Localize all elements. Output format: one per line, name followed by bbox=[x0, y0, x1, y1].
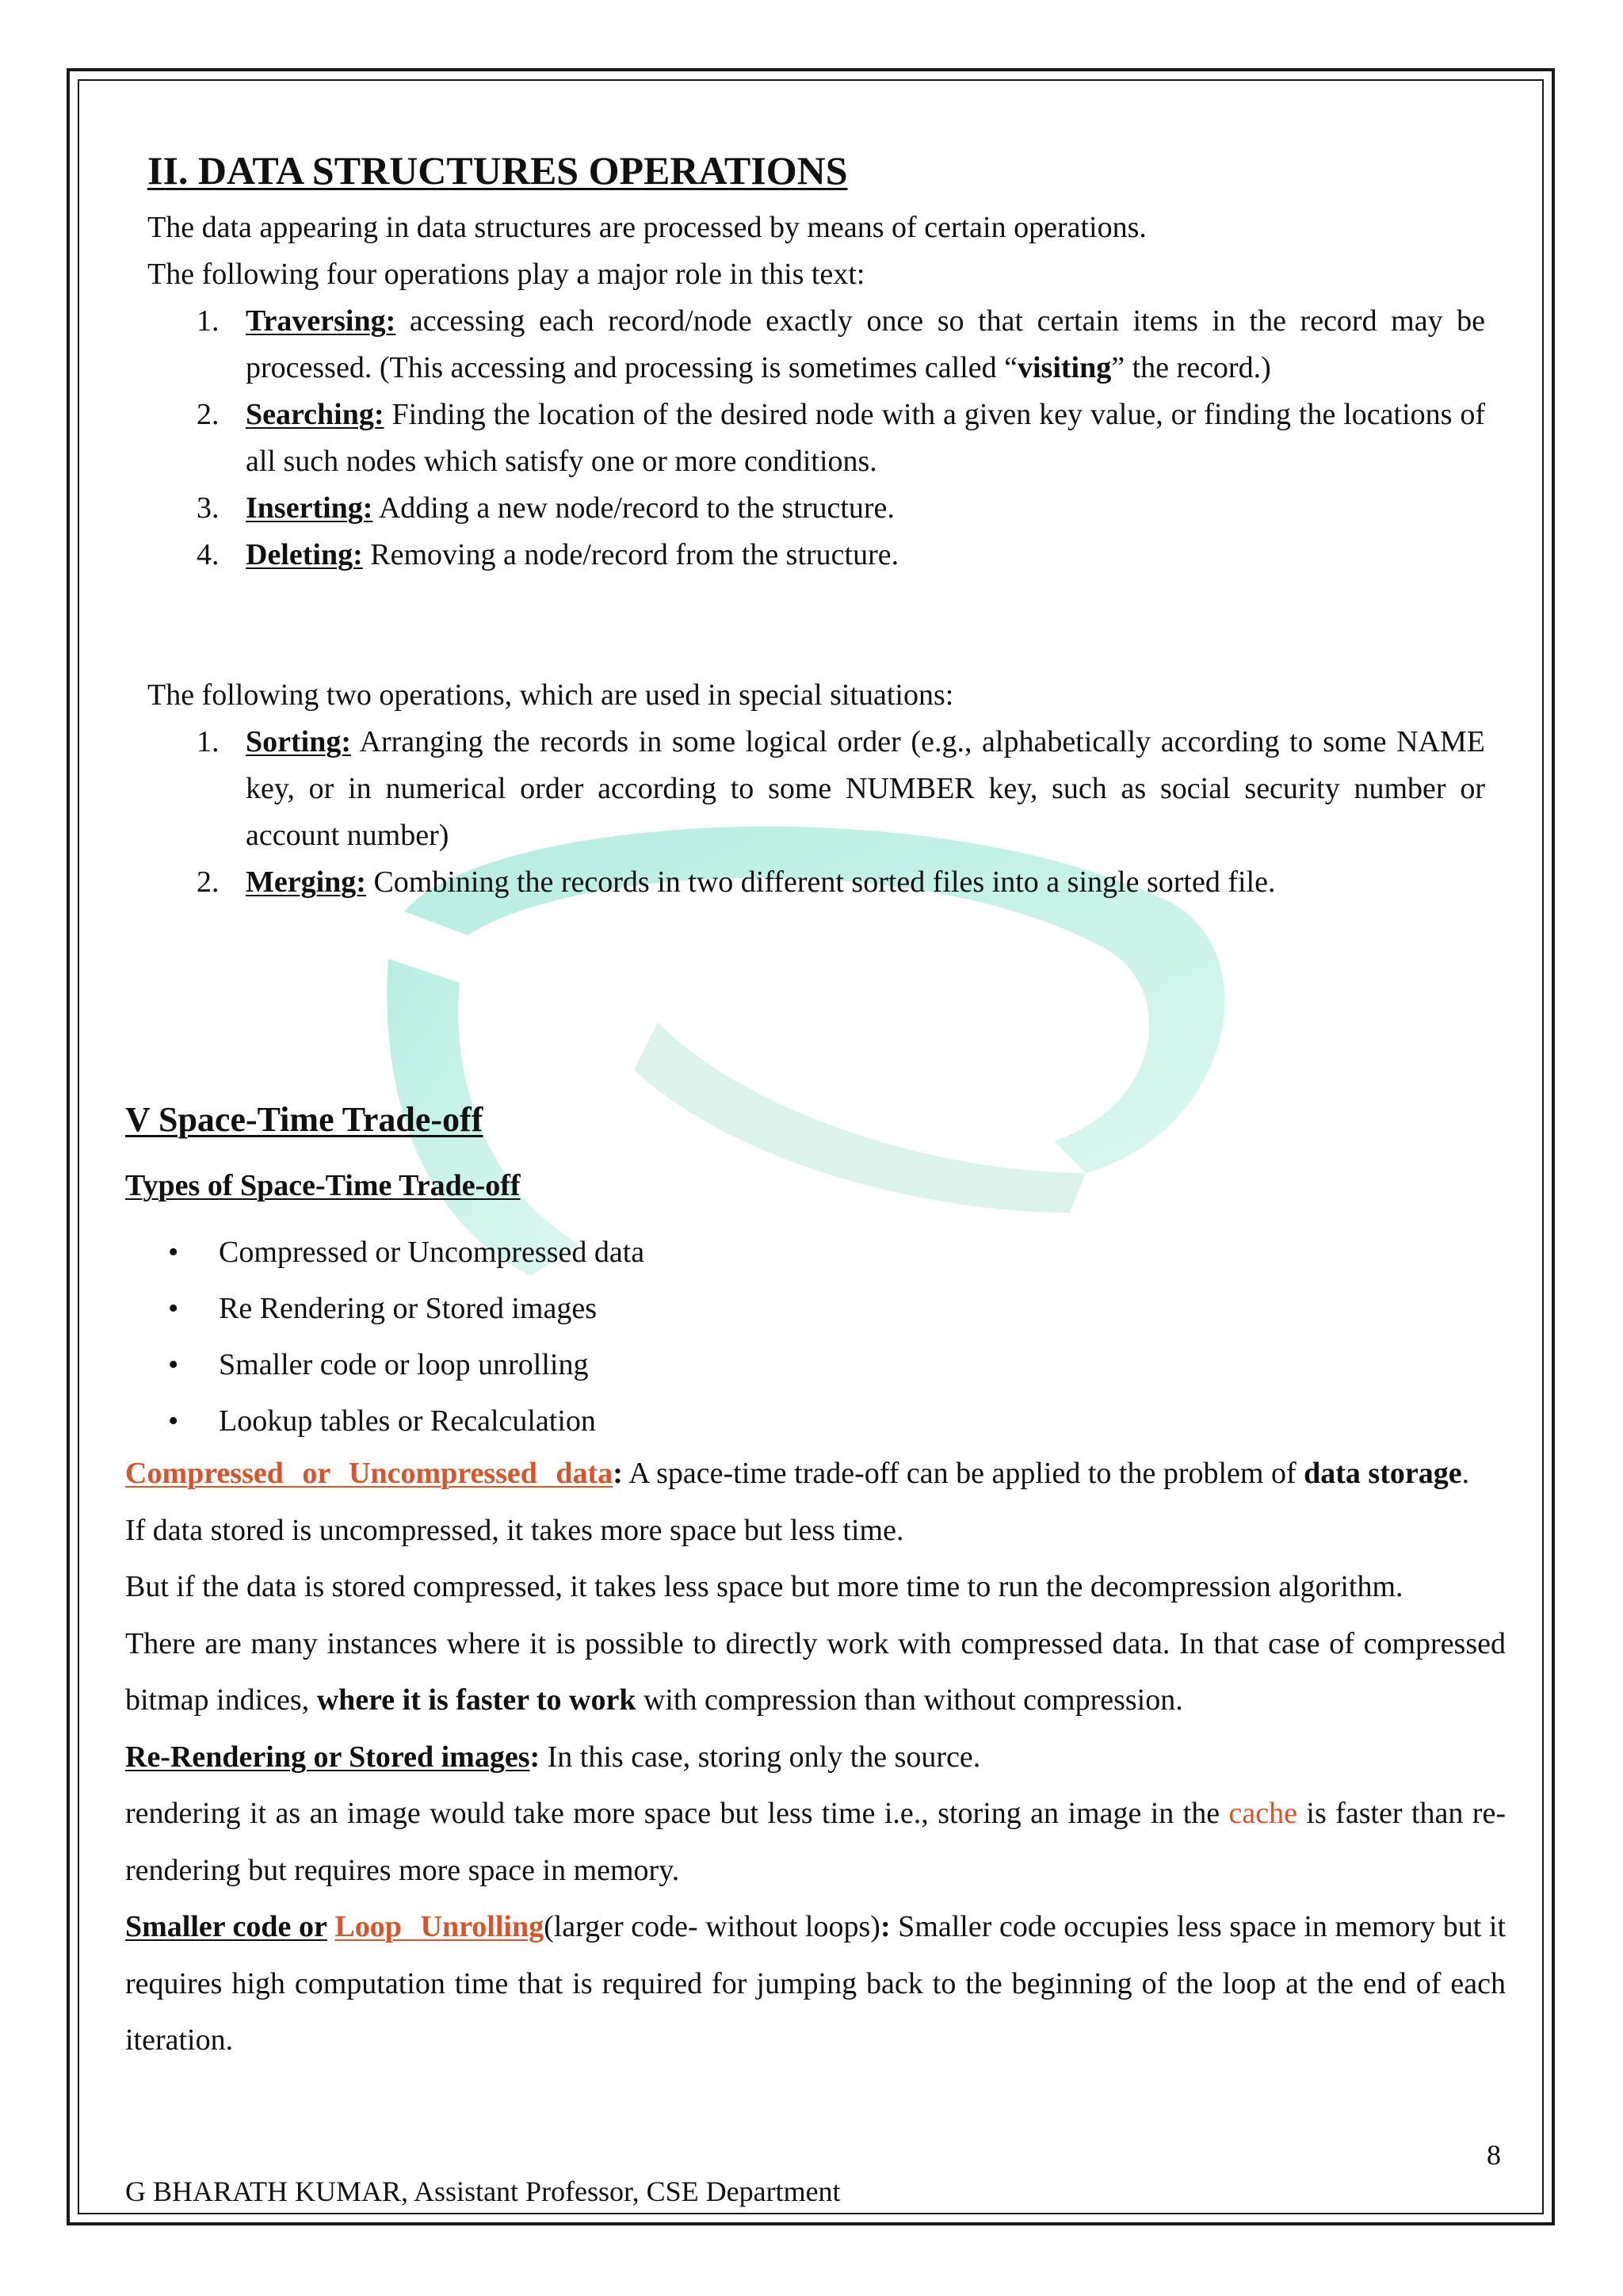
intro-line-2: The following four operations play a major role in this text: bbox=[147, 258, 865, 291]
types-list bbox=[125, 1224, 644, 1450]
list-item: • Lookup tables or Recalculation bbox=[125, 1393, 644, 1450]
paragraph-rerendering: Re-Rendering or Stored images: In this case, storing only the source. bbox=[125, 1740, 981, 1774]
paragraph-compressed: Compressed or Uncompressed data: A space-time trade-off can be applied to the problem of data storage. bbox=[125, 1457, 1470, 1490]
list-item: • Compressed or Uncompressed data bbox=[125, 1224, 644, 1281]
term-sorting: Sorting: bbox=[246, 725, 351, 758]
cache-link[interactable]: cache bbox=[1228, 1797, 1297, 1830]
loop-unrolling-link[interactable]: Loop Unrolling bbox=[334, 1910, 544, 1943]
term-merging: Merging: bbox=[246, 865, 366, 899]
list-item-sorting: 1. Sorting: Arranging the records in some logical order (e.g., alphabetically according to some NAME key, or in numerical order according to some NUMBER key, such as social security number or account number) bbox=[197, 725, 1485, 852]
page-footer: G BHARATH KUMAR, Assistant Professor, CSE Department bbox=[125, 2176, 841, 2207]
list-item: • Smaller code or loop unrolling bbox=[125, 1337, 644, 1393]
paragraph-smaller-code: Smaller code or Loop Unrolling(larger code- without loops): Smaller code occupies less space in memory but it requires high computation time that is required for jumping back to the beginning of the loop at the end of each iteration. bbox=[125, 1910, 1507, 2057]
list-item-merging: 2. Merging: Combining the records in two different sorted files into a single sorted file. bbox=[197, 865, 1276, 899]
subheading-types: Types of Space-Time Trade-off bbox=[125, 1169, 521, 1202]
term-rerendering: Re-Rendering or Stored images bbox=[125, 1740, 530, 1774]
operations-list bbox=[147, 298, 1485, 579]
paragraph-rendering: rendering it as an image would take more space but less time i.e., storing an image in the cache is faster than re-rendering but requires more space in memory. bbox=[125, 1797, 1506, 1887]
bullet-icon: • bbox=[168, 1292, 179, 1325]
paragraph-uncompressed: If data stored is uncompressed, it takes more space but less time. bbox=[125, 1513, 904, 1547]
term-compressed: Compressed or Uncompressed data bbox=[125, 1457, 613, 1490]
paragraph-stored-compressed: But if the data is stored compressed, it takes less space but more time to run the decompression algorithm. bbox=[125, 1570, 1403, 1603]
special-operations-list bbox=[147, 719, 1485, 906]
term-inserting: Inserting: bbox=[246, 491, 373, 525]
section-heading-operations: II. DATA STRUCTURES OPERATIONS bbox=[147, 148, 848, 193]
list-item-inserting: 3. Inserting: Adding a new node/record to the structure. bbox=[197, 491, 895, 525]
list-item: • Re Rendering or Stored images bbox=[125, 1281, 644, 1337]
term-deleting: Deleting: bbox=[246, 538, 363, 571]
special-intro: The following two operations, which are used in special situations: bbox=[147, 678, 954, 712]
page-number: 8 bbox=[1487, 2139, 1501, 2171]
section-heading-space-time: V Space-Time Trade-off bbox=[125, 1100, 483, 1139]
list-item-searching: 2. Searching: Finding the location of the desired node with a given key value, or finding the locations of all such nodes which satisfy one or more conditions. bbox=[197, 398, 1485, 478]
space-time-body bbox=[125, 1446, 1506, 2069]
term-searching: Searching: bbox=[246, 398, 384, 431]
term-smaller-code: Smaller code or bbox=[125, 1910, 327, 1943]
list-item-traversing: 1. Traversing: accessing each record/node exactly once so that certain items in the record may be processed. (This accessing and processing is sometimes called “visiting” the record.) bbox=[197, 304, 1485, 384]
bullet-icon: • bbox=[168, 1404, 179, 1438]
list-item-deleting: 4. Deleting: Removing a node/record from the structure. bbox=[197, 538, 899, 571]
bullet-icon: • bbox=[168, 1236, 179, 1269]
paragraph-instances: There are many instances where it is possible to directly work with compressed data. In that case of compressed bitmap indices, where it is faster to work with compression than without compression. bbox=[125, 1626, 1506, 1717]
intro-line-1: The data appearing in data structures are processed by means of certain operations. bbox=[147, 211, 1147, 244]
term-traversing: Traversing: bbox=[246, 304, 396, 338]
bullet-icon: • bbox=[168, 1348, 179, 1381]
